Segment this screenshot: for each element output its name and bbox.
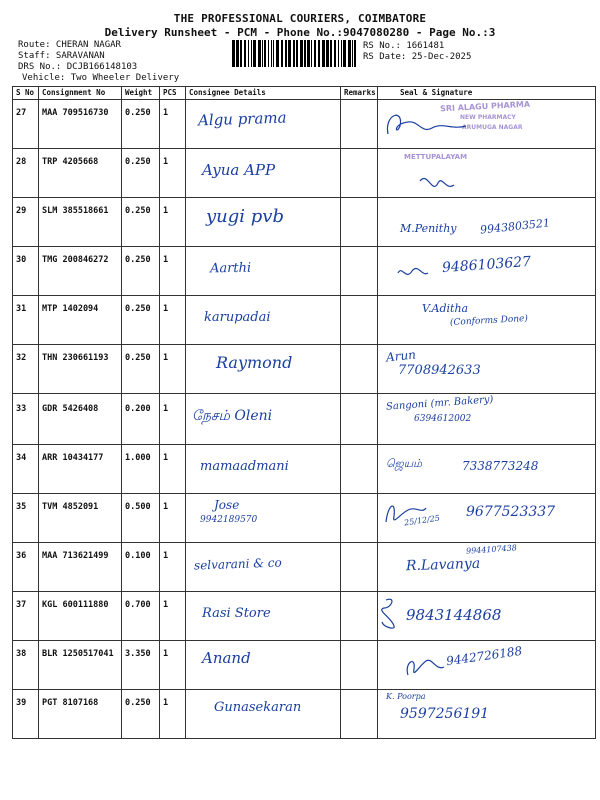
sno-cell: 28 [13,149,39,198]
remarks-cell [341,543,378,592]
consignee-cell [186,690,341,739]
weight-cell: 0.250 [122,100,160,149]
pcs-cell: 1 [160,543,186,592]
remarks-cell [341,247,378,296]
table-row [13,100,596,149]
consignee-cell [186,494,341,543]
signature-phone: 9944107438 [465,543,518,556]
pharmacy-stamp-line: METTUPALAYAM [404,153,468,161]
signature-cell [378,247,596,296]
weight-cell: 0.250 [122,296,160,345]
col-consignment: Consignment No [39,87,122,100]
consignee-cell [186,198,341,247]
consignment-cell: KGL 600111880 [39,592,122,641]
signature-cell [378,494,596,543]
signature-phone: 9442726188 [445,643,523,669]
pcs-cell: 1 [160,641,186,690]
pharmacy-stamp-line: ARUMUGA NAGAR [462,124,523,131]
rs-date: RS Date: 25-Dec-2025 [363,52,472,62]
consignee-cell [186,100,341,149]
runsheet-title: Delivery Runsheet - PCM - Phone No.:9047080280 - Page No.:3 [104,26,496,39]
consignee-handwriting: Algu prama [197,108,287,130]
signature-phone: 9677523337 [466,504,556,520]
signature-phone: 9843144868 [406,606,502,624]
consignee-handwriting: நேசம் Oleni [192,408,273,424]
runsheet-table [12,86,596,739]
pcs-cell: 1 [160,494,186,543]
weight-cell: 0.250 [122,198,160,247]
signature-text: V.Aditha [422,302,469,315]
table-row [13,445,596,494]
table-row [13,592,596,641]
sno-cell: 36 [13,543,39,592]
signature-text: K. Poorpa [386,692,426,701]
signature-cell [378,394,596,445]
remarks-cell [341,149,378,198]
consignee-handwriting: Anand [202,649,251,667]
weight-cell: 0.250 [122,247,160,296]
consignee-handwriting: yugi pvb [206,206,284,227]
consignee-cell [186,345,341,394]
table-row [13,690,596,739]
remarks-cell [341,494,378,543]
table-row [13,394,596,445]
signature-phone: 9597256191 [400,706,490,722]
pcs-cell: 1 [160,445,186,494]
consignment-cell: BLR 1250517041 [39,641,122,690]
pcs-cell: 1 [160,247,186,296]
signature-phone: 6394612002 [414,414,472,424]
consignee-cell [186,543,341,592]
remarks-cell [341,100,378,149]
sno-cell: 30 [13,247,39,296]
pharmacy-stamp-line: NEW PHARMACY [460,114,516,121]
table-row [13,641,596,690]
signature-cell [378,445,596,494]
sno-cell: 39 [13,690,39,739]
staff-line: Staff: SARAVANAN [18,51,105,61]
consignment-cell: THN 230661193 [39,345,122,394]
consignee-handwriting: Rasi Store [202,606,271,621]
signature-phone: 9943803521 [479,216,551,237]
consignment-cell: ARR 10434177 [39,445,122,494]
consignment-cell: MAA 709516730 [39,100,122,149]
col-pcs: PCS [160,87,186,100]
pcs-cell: 1 [160,296,186,345]
remarks-cell [341,394,378,445]
consignee-phone-handwriting: 9942189570 [200,515,258,525]
weight-cell: 0.700 [122,592,160,641]
signature-text: R.Lavanya [405,555,481,575]
table-row [13,494,596,543]
sno-cell: 27 [13,100,39,149]
sno-cell: 38 [13,641,39,690]
consignment-cell: GDR 5426408 [39,394,122,445]
weight-cell: 0.100 [122,543,160,592]
col-weight: Weight [122,87,160,100]
signature-cell [378,641,596,690]
signature-scribble [382,104,472,140]
consignee-handwriting: Ayua APP [202,161,276,179]
table-row [13,296,596,345]
weight-cell: 0.500 [122,494,160,543]
table-row [13,149,596,198]
consignment-cell: TRP 4205668 [39,149,122,198]
sno-cell: 37 [13,592,39,641]
consignee-cell [186,641,341,690]
sno-cell: 33 [13,394,39,445]
signature-text: Sangoni (mr. Bakery) [385,394,494,413]
consignee-cell [186,296,341,345]
consignee-cell [186,592,341,641]
remarks-cell [341,641,378,690]
signature-cell [378,345,596,394]
weight-cell: 3.350 [122,641,160,690]
consignee-handwriting: Gunasekaran [214,700,302,715]
signature-cell [378,100,596,149]
pharmacy-stamp-title: SRI ALAGU PHARMA [439,99,531,114]
signature-cell [378,592,596,641]
table-row [13,247,596,296]
signature-cell [378,296,596,345]
signature-text: ஜெயம் [386,457,423,470]
signature-date: 25/12/25 [403,513,441,528]
signature-cell [378,149,596,198]
table-row [13,198,596,247]
signature-text: Arun [385,347,417,365]
consignment-cell: PGT 8107168 [39,690,122,739]
signature-scribble [398,161,468,191]
consignee-cell [186,247,341,296]
remarks-cell [341,345,378,394]
table-row [13,345,596,394]
sno-cell: 32 [13,345,39,394]
pcs-cell: 1 [160,394,186,445]
pcs-cell: 1 [160,592,186,641]
consignment-cell: TMG 200846272 [39,247,122,296]
signature-phone: 7708942633 [398,363,481,378]
consignee-handwriting: karupadai [204,310,271,325]
signature-cell [378,198,596,247]
consignee-cell [186,149,341,198]
sno-cell: 31 [13,296,39,345]
remarks-cell [341,198,378,247]
table-header-row [13,87,596,100]
remarks-cell [341,445,378,494]
signature-text: M.Penithy [400,222,457,235]
col-remarks: Remarks [341,87,378,100]
drs-line: DRS No.: DCJB166148103 [18,62,138,72]
consignee-handwriting: Aarthi [209,260,252,277]
company-title: THE PROFESSIONAL COURIERS, COIMBATORE [173,12,427,25]
signature-phone: 7338773248 [462,459,539,473]
remarks-cell [341,592,378,641]
signature-scribble [378,255,438,285]
pcs-cell: 1 [160,100,186,149]
consignee-cell [186,445,341,494]
pcs-cell: 1 [160,345,186,394]
signature-scribble [378,594,408,634]
remarks-cell [341,296,378,345]
rs-number: RS No.: 1661481 [363,41,445,51]
signature-cell [378,543,596,592]
pcs-cell: 1 [160,690,186,739]
consignment-cell: MAA 713621499 [39,543,122,592]
weight-cell: 1.000 [122,445,160,494]
vehicle-line: Vehicle: Two Wheeler Delivery [22,73,180,83]
pcs-cell: 1 [160,198,186,247]
weight-cell: 0.200 [122,394,160,445]
consignment-cell: SLM 385518661 [39,198,122,247]
consignment-cell: TVM 4852091 [39,494,122,543]
consignee-cell [186,394,341,445]
col-sno: S No [13,87,39,100]
remarks-cell [341,690,378,739]
signature-scribble [382,645,452,681]
sno-cell: 35 [13,494,39,543]
signature-note: (Conforms Done) [449,313,529,329]
col-signature: Seal & Signature [378,87,596,100]
pcs-cell: 1 [160,149,186,198]
consignee-handwriting: mamaadmani [200,459,289,474]
col-consignee: Consignee Details [186,87,341,100]
route-line: Route: CHERAN NAGAR [18,40,121,50]
barcode-image [232,40,358,67]
weight-cell: 0.250 [122,149,160,198]
table-row [13,543,596,592]
consignee-handwriting: selvarani & co [193,555,282,573]
weight-cell: 0.250 [122,690,160,739]
signature-cell [378,690,596,739]
consignment-cell: MTP 1402094 [39,296,122,345]
sno-cell: 29 [13,198,39,247]
consignee-handwriting: Jose [214,498,240,512]
sno-cell: 34 [13,445,39,494]
consignee-handwriting: Raymond [216,353,293,372]
weight-cell: 0.250 [122,345,160,394]
signature-phone: 9486103627 [441,253,532,277]
